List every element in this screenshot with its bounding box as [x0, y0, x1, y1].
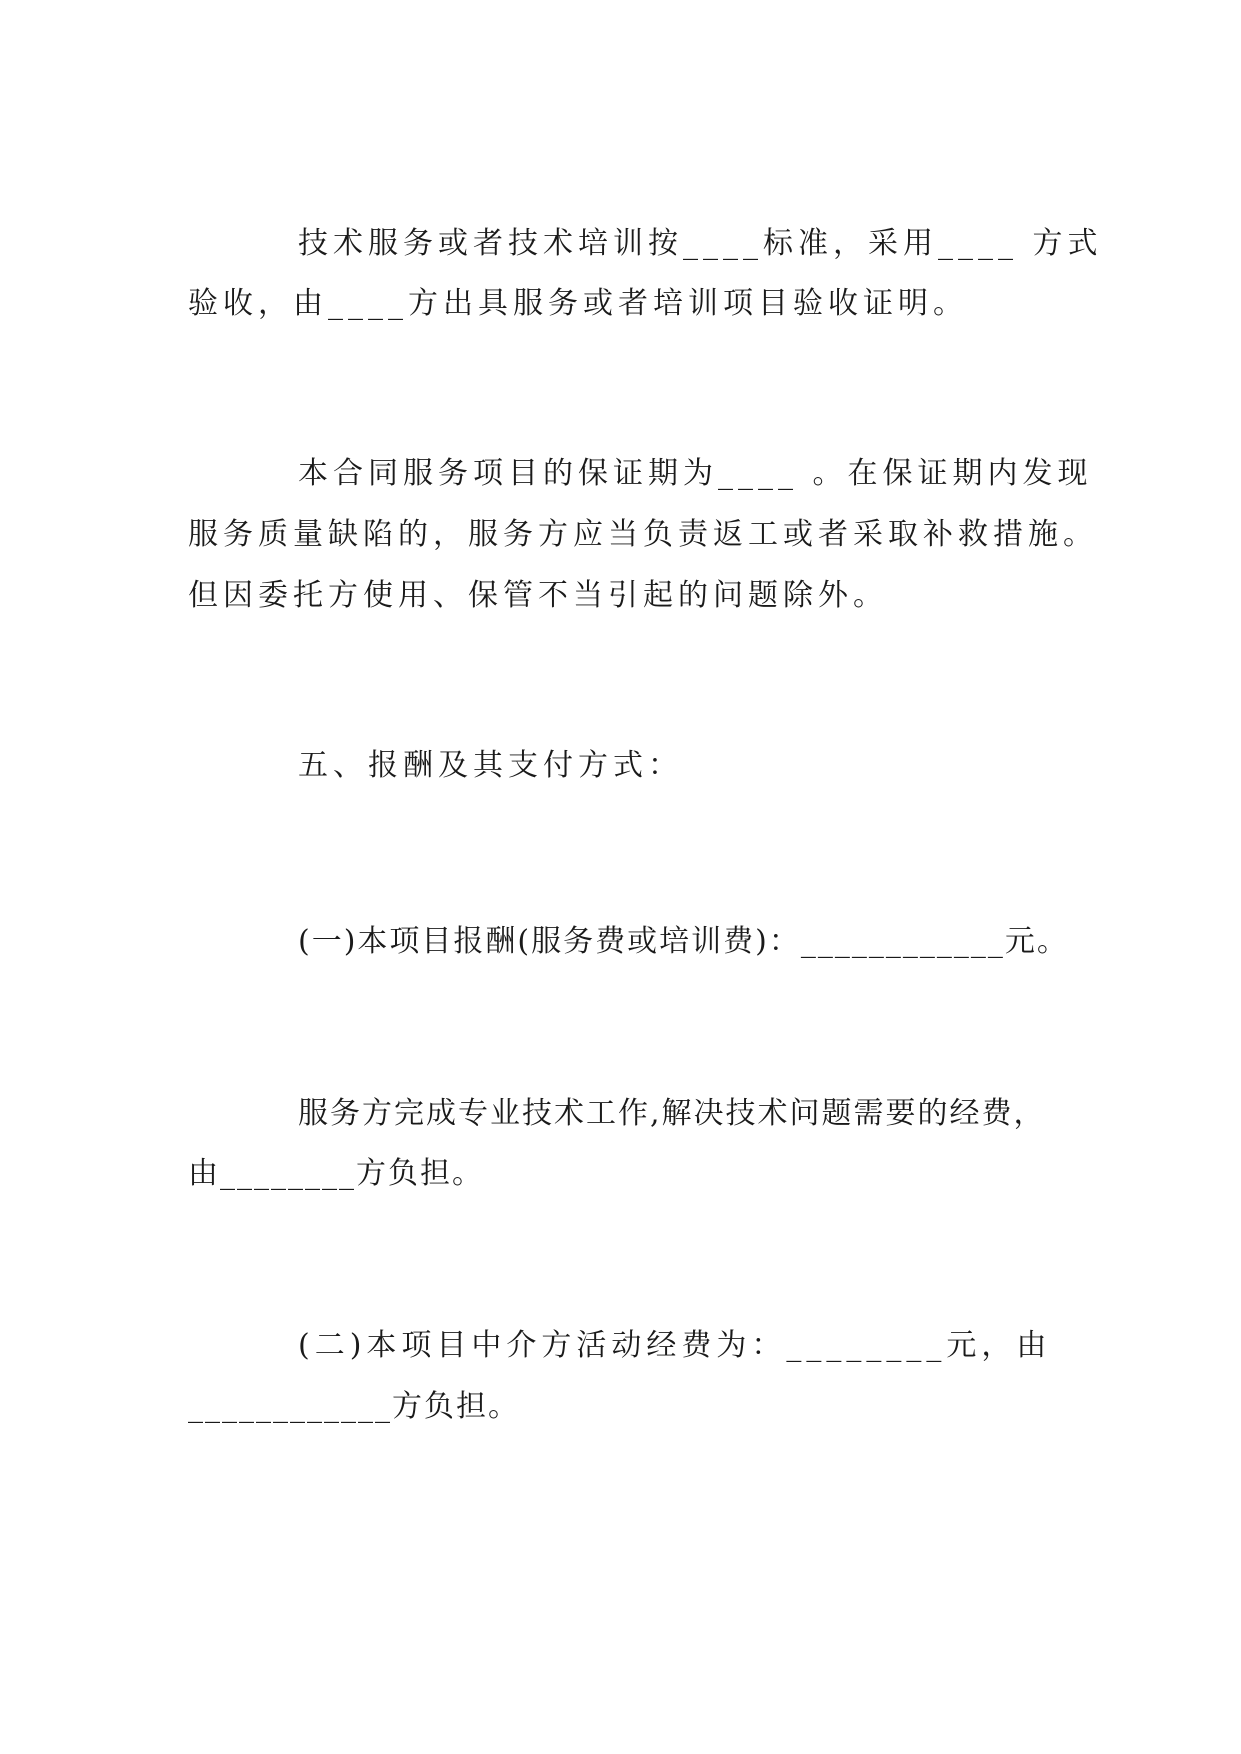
paragraph-1-line-1: 技术服务或者技术培训按____标准，采用____ 方式: [298, 226, 1103, 261]
paragraph-5-line-2: ____________方负担。: [188, 1389, 520, 1424]
paragraph-4-line-2: 由________方负担。: [188, 1156, 484, 1191]
paragraph-2-line-3: 但因委托方使用、保管不当引起的问题除外。: [188, 578, 888, 613]
section-heading: 五、报酬及其支付方式：: [298, 748, 683, 783]
paragraph-1-line-2: 验收，由____方出具服务或者培训项目验收证明。: [188, 286, 968, 321]
paragraph-2-line-1: 本合同服务项目的保证期为____ 。在保证期内发现: [298, 456, 1093, 491]
paragraph-4-line-1: 服务方完成专业技术工作,解决技术问题需要的经费，: [298, 1096, 1046, 1131]
paragraph-5-line-1: (二)本项目中介方活动经费为：________元，由: [298, 1328, 1052, 1363]
paragraph-2-line-2: 服务质量缺陷的，服务方应当负责返工或者采取补救措施。: [188, 517, 1098, 552]
paragraph-3-line-1: (一)本项目报酬(服务费或培训费)：____________元。: [298, 924, 1069, 959]
